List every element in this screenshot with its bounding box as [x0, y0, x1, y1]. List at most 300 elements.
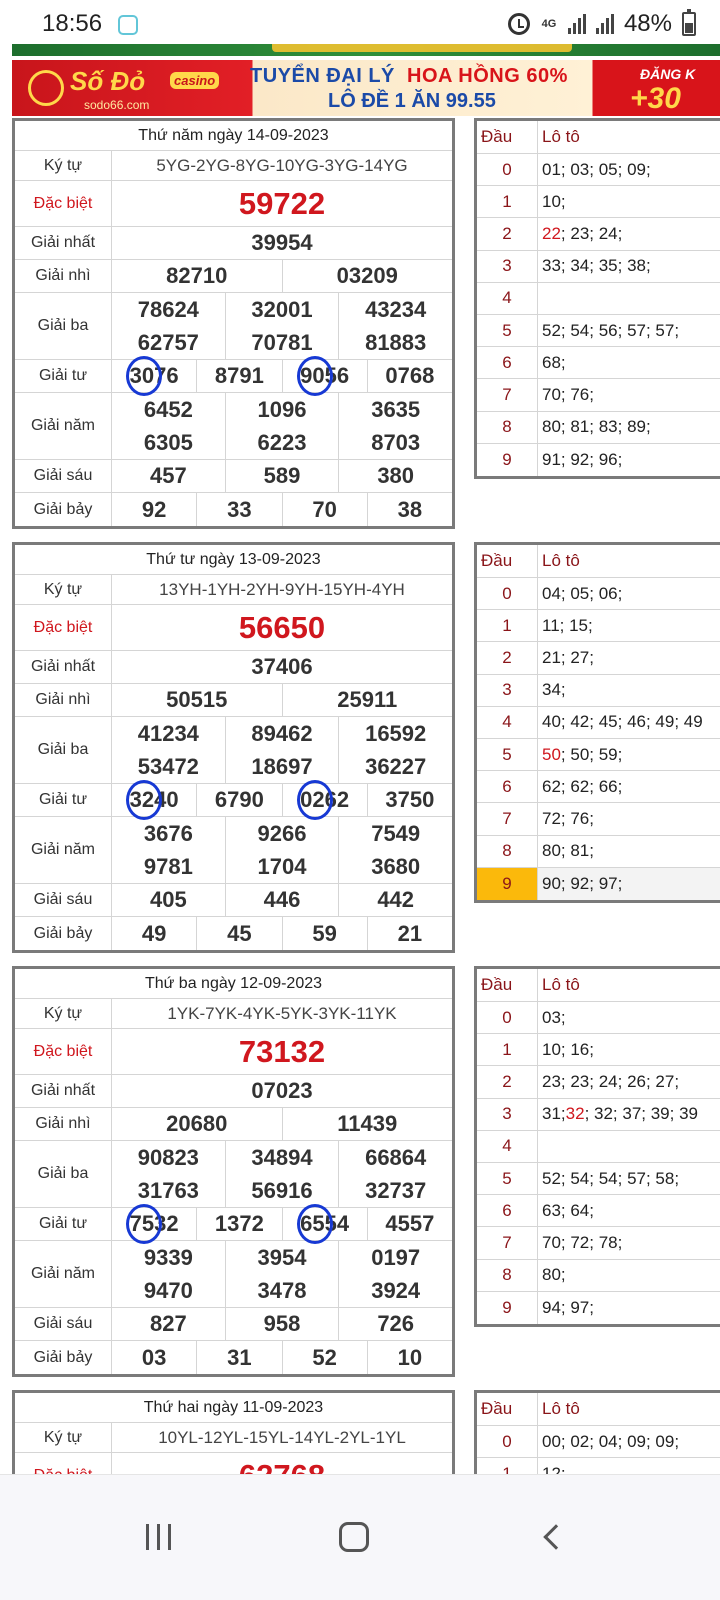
loto-head-digit: 3: [477, 675, 538, 706]
app-notification-icon: [118, 15, 138, 35]
prize-label: Giải nhất: [15, 1075, 112, 1107]
prize-label: Đặc biệt: [15, 1029, 112, 1074]
loto-number-text: 31;: [542, 1104, 566, 1124]
value-row: [112, 493, 452, 526]
dau-header: Đầu: [477, 121, 538, 153]
loto-head-digit: 7: [477, 803, 538, 834]
sixth-prize: 958: [226, 1308, 340, 1340]
value-row: [112, 326, 452, 359]
loto-number-text: 04; 05; 06;: [542, 583, 623, 603]
value-row: [112, 1274, 452, 1307]
loto-table: [474, 118, 720, 479]
fourth-prize: 0262: [283, 784, 368, 816]
prize-values: [112, 227, 452, 259]
prize-row: [15, 460, 452, 493]
value-row: [112, 917, 452, 950]
results-table: [12, 966, 455, 1377]
loto-table: [474, 966, 720, 1327]
prize-row: [15, 684, 452, 717]
logo-icon: [28, 70, 64, 106]
third-prize: 32737: [365, 1177, 427, 1203]
loto-head-digit: 0: [477, 1426, 538, 1457]
top-banner-strip[interactable]: [12, 44, 720, 56]
loto-head-digit: 1: [477, 1034, 538, 1065]
loto-row: [477, 1066, 720, 1098]
loto-head-digit: 5: [477, 1163, 538, 1194]
prize-values: [112, 605, 452, 650]
prize-row: [15, 817, 452, 884]
loto-values: [538, 1426, 720, 1457]
prize-row: [15, 1141, 452, 1208]
prize-values: [112, 884, 452, 916]
second-prize: 11439: [337, 1111, 398, 1136]
ad-logo-badge: casino: [170, 72, 219, 89]
loto-number-text: 91; 92; 96;: [542, 449, 623, 469]
value-row: [112, 817, 452, 850]
loto-row: [477, 803, 720, 835]
loto-head-digit: 2: [477, 1066, 538, 1097]
ad-subline: LÔ ĐỀ 1 ĂN 99.55: [328, 90, 496, 112]
prize-values: [112, 917, 452, 950]
loto-number-text: 34;: [542, 680, 566, 700]
prize-row: [15, 1308, 452, 1341]
prize-values: [112, 1029, 452, 1074]
fifth-prize: 3954: [226, 1241, 340, 1274]
fifth-prize: 3635: [371, 396, 421, 422]
value-row: [112, 750, 452, 783]
draw-code: 1YK-7YK-4YK-5YK-3YK-11YK: [167, 1003, 397, 1023]
prize-values: [112, 181, 452, 226]
loto-head-digit: 1: [477, 186, 538, 217]
loto-head-digit: 7: [477, 1227, 538, 1258]
draw-code: 5YG-2YG-8YG-10YG-3YG-14YG: [156, 155, 408, 175]
prize-values: [112, 1208, 452, 1240]
prize-label: Giải sáu: [15, 884, 112, 916]
loto-values: [538, 1292, 720, 1324]
fifth-prize: 8703: [371, 429, 421, 455]
value-row: [112, 260, 452, 292]
prize-row: [15, 260, 452, 293]
battery-icon: [682, 12, 696, 36]
fifth-prize: 3924: [371, 1277, 421, 1303]
loto-number-text: 52; 54; 56; 57; 57;: [542, 320, 680, 340]
status-time: 18:56: [42, 10, 103, 37]
loto-header-label: Lô tô: [542, 127, 580, 146]
prize-label: Giải bảy: [15, 917, 112, 950]
prize-label: Giải ba: [15, 1141, 112, 1207]
home-button[interactable]: [322, 1505, 386, 1569]
loto-head-digit: 3: [477, 251, 538, 282]
loto-values: [538, 1260, 720, 1291]
value-row: [112, 1108, 452, 1140]
third-prize: 89462: [226, 717, 340, 750]
loto-head-digit: 0: [477, 1002, 538, 1033]
third-prize: 18697: [226, 750, 340, 783]
prize-row: [15, 393, 452, 460]
ad-cta-bottom: +30: [630, 82, 681, 115]
alarm-icon: [508, 13, 530, 35]
third-prize: 56916: [226, 1174, 340, 1207]
loto-values: [538, 836, 720, 867]
prize-values: [112, 1075, 452, 1107]
special-prize: 73132: [238, 1033, 326, 1069]
sixth-prize: 446: [226, 884, 340, 916]
fourth-prize: 3240: [112, 784, 197, 816]
prize-row: [15, 605, 452, 651]
loto-row: [477, 771, 720, 803]
fourth-prize: 6790: [197, 784, 282, 816]
loto-values: [538, 610, 720, 641]
loto-head-digit: 2: [477, 642, 538, 673]
prize-row: [15, 1208, 452, 1241]
loto-head-digit: 8: [477, 836, 538, 867]
seventh-prize: 70: [283, 493, 368, 526]
loto-head-digit: 8: [477, 412, 538, 443]
second-prize: 25911: [337, 687, 398, 712]
draw-code: 10YL-12YL-15YL-14YL-2YL-1YL: [158, 1427, 406, 1447]
ad-register-button[interactable]: [618, 62, 720, 114]
loto-row: [477, 412, 720, 444]
dau-header: Đầu: [477, 545, 538, 577]
fourth-prize: 7532: [112, 1208, 197, 1240]
fifth-prize: 9266: [226, 817, 340, 850]
third-prize: 41234: [112, 717, 226, 750]
fifth-prize: 0197: [371, 1244, 421, 1270]
loto-values: [538, 347, 720, 378]
seventh-prize: 45: [197, 917, 282, 950]
loto-values: [538, 1163, 720, 1194]
loto-row: [477, 836, 720, 868]
loto-head-digit: 5: [477, 739, 538, 770]
loto-number-text: 80; 81;: [542, 841, 594, 861]
prize-values: [112, 151, 452, 180]
prize-label: Giải nhất: [15, 651, 112, 683]
second-prize: 20680: [112, 1108, 283, 1140]
fourth-prize: 0768: [385, 363, 435, 388]
dau-header: Đầu: [477, 1393, 538, 1425]
seventh-prize: 21: [397, 920, 423, 946]
prize-row: [15, 917, 452, 950]
prize-values: [112, 651, 452, 683]
value-row: [112, 1423, 452, 1452]
prize-label: Giải ba: [15, 293, 112, 359]
prize-label: Giải tư: [15, 360, 112, 392]
value-row: [112, 784, 452, 816]
sixth-prize: 589: [226, 460, 340, 492]
prize-label: Đặc biệt: [15, 181, 112, 226]
value-row: [112, 393, 452, 426]
battery-percent: 48%: [623, 10, 672, 37]
fifth-prize: 7549: [371, 820, 421, 846]
fifth-prize: 6223: [226, 426, 340, 459]
loto-row: [477, 642, 720, 674]
loto-number-text: 70; 76;: [542, 384, 594, 404]
loto-values: [538, 412, 720, 443]
loto-row: [477, 1292, 720, 1324]
sixth-prize: 442: [377, 887, 415, 912]
value-row: [112, 460, 452, 492]
value-row: [112, 1341, 452, 1374]
prize-label: Giải tư: [15, 1208, 112, 1240]
loto-row: [477, 218, 720, 250]
prize-label: Giải ba: [15, 717, 112, 783]
loto-row: [477, 315, 720, 347]
loto-values: [538, 1227, 720, 1258]
loto-number-text: ; 32; 37; 39; 39: [584, 1104, 698, 1124]
prize-row: [15, 151, 452, 181]
loto-row: [477, 675, 720, 707]
sixth-prize: 405: [112, 884, 226, 916]
prize-values: [112, 1423, 452, 1452]
loto-row: [477, 578, 720, 610]
loto-head-digit: 3: [477, 1099, 538, 1130]
ad-banner[interactable]: [12, 60, 720, 116]
prize-values: [112, 293, 452, 359]
status-icons: [508, 10, 696, 38]
prize-row: [15, 1241, 452, 1308]
prize-row: [15, 360, 452, 393]
loto-number-text: 52; 54; 54; 57; 58;: [542, 1168, 680, 1188]
prize-values: [112, 1341, 452, 1374]
value-row: [112, 1029, 452, 1074]
value-row: [112, 684, 452, 716]
prize-values: [112, 1108, 452, 1140]
value-row: [112, 575, 452, 604]
sixth-prize: 457: [112, 460, 226, 492]
recent-apps-button[interactable]: [126, 1505, 190, 1569]
status-bar: [0, 0, 720, 48]
back-button[interactable]: [520, 1505, 584, 1569]
loto-values: [538, 707, 720, 738]
loto-values: [538, 251, 720, 282]
prize-row: [15, 575, 452, 605]
loto-number-text: ; 23; 24;: [560, 223, 623, 243]
fourth-prize: 3750: [385, 787, 435, 812]
prize-row: [15, 1341, 452, 1374]
loto-values: [538, 154, 720, 185]
loto-row: [477, 1099, 720, 1131]
loto-header: [477, 121, 720, 154]
special-prize: 59722: [238, 185, 326, 221]
loto-values: [538, 283, 720, 314]
fifth-prize: 9339: [112, 1241, 226, 1274]
loto-table: [474, 542, 720, 903]
sixth-prize: 726: [377, 1311, 415, 1336]
loto-special-number: 22: [542, 223, 561, 243]
sixth-prize: 380: [377, 463, 415, 488]
third-prize: 81883: [365, 329, 427, 355]
prize-label: Giải năm: [15, 817, 112, 883]
prize-row: [15, 1029, 452, 1075]
third-prize: 66864: [365, 1144, 427, 1170]
loto-number-text: 94; 97;: [542, 1297, 594, 1317]
loto-row: [477, 739, 720, 771]
special-prize: 56650: [238, 609, 326, 645]
seventh-prize: 10: [397, 1344, 423, 1370]
first-prize: 39954: [251, 230, 313, 255]
prize-label: Ký tự: [15, 999, 112, 1028]
third-prize: 53472: [112, 750, 226, 783]
value-row: [112, 884, 452, 916]
draw-date: Thứ tư ngày 13-09-2023: [15, 545, 452, 575]
loto-number-text: 11; 15;: [542, 615, 593, 635]
loto-row: [477, 1034, 720, 1066]
third-prize: 70781: [226, 326, 340, 359]
loto-number-text: 80;: [542, 1265, 566, 1285]
loto-head-digit: 2: [477, 218, 538, 249]
prize-values: [112, 1308, 452, 1340]
loto-number-text: 00; 02; 04; 09; 09;: [542, 1431, 680, 1451]
loto-head-digit: 6: [477, 771, 538, 802]
third-prize: 16592: [365, 720, 427, 746]
prize-row: [15, 651, 452, 684]
loto-number-text: 68;: [542, 352, 566, 372]
back-icon: [543, 1524, 568, 1549]
loto-number-text: ; 50; 59;: [560, 744, 623, 764]
value-row: [112, 360, 452, 392]
fifth-prize: 6305: [112, 426, 226, 459]
seventh-prize: 03: [112, 1341, 197, 1374]
loto-row: [477, 283, 720, 315]
seventh-prize: 59: [283, 917, 368, 950]
fourth-prize: 3076: [112, 360, 197, 392]
value-row: [112, 227, 452, 259]
seventh-prize: 33: [197, 493, 282, 526]
seventh-prize: 38: [397, 496, 423, 522]
prize-label: Giải năm: [15, 393, 112, 459]
loto-header: [477, 1393, 720, 1426]
loto-header-label: Lô tô: [542, 1399, 580, 1418]
second-prize: 82710: [112, 260, 283, 292]
loto-values: [538, 444, 720, 476]
fifth-prize: 1704: [226, 850, 340, 883]
ad-cta-top: ĐĂNG K: [640, 66, 696, 82]
ad-headline: TUYỂN ĐẠI LÝ HOA HỒNG 60%: [250, 65, 568, 87]
third-prize: 31763: [112, 1174, 226, 1207]
prize-values: [112, 1141, 452, 1207]
draw-date: Thứ năm ngày 14-09-2023: [15, 121, 452, 151]
prize-row: [15, 1075, 452, 1108]
loto-number-text: 10; 16;: [542, 1039, 594, 1059]
loto-head-digit: 9: [477, 868, 538, 900]
loto-row: [477, 251, 720, 283]
prize-label: Ký tự: [15, 151, 112, 180]
loto-number-text: 72; 76;: [542, 808, 594, 828]
loto-row: [477, 610, 720, 642]
fifth-prize: 3680: [371, 853, 421, 879]
loto-row: [477, 1002, 720, 1034]
loto-values: [538, 1002, 720, 1033]
loto-number-text: 90; 92; 97;: [542, 873, 623, 893]
value-row: [112, 181, 452, 226]
loto-number-text: 63; 64;: [542, 1200, 594, 1220]
prize-row: [15, 784, 452, 817]
loto-row: [477, 1163, 720, 1195]
seventh-prize: 52: [283, 1341, 368, 1374]
loto-values: [538, 642, 720, 673]
prize-values: [112, 260, 452, 292]
signal-icon: [596, 14, 614, 34]
prize-values: [112, 817, 452, 883]
prize-row: [15, 293, 452, 360]
value-row: [112, 1174, 452, 1207]
prize-row: [15, 1108, 452, 1141]
prize-values: [112, 393, 452, 459]
home-icon: [339, 1522, 369, 1552]
prize-row: [15, 227, 452, 260]
sixth-prize: 827: [112, 1308, 226, 1340]
value-row: [112, 651, 452, 683]
loto-values: [538, 803, 720, 834]
loto-values: [538, 186, 720, 217]
third-prize: 62757: [112, 326, 226, 359]
seventh-prize: 92: [112, 493, 197, 526]
loto-row: [477, 1131, 720, 1163]
prize-values: [112, 717, 452, 783]
value-row: [112, 1308, 452, 1340]
prize-values: [112, 493, 452, 526]
results-table: [12, 542, 455, 953]
seventh-prize: 31: [197, 1341, 282, 1374]
loto-head-digit: 8: [477, 1260, 538, 1291]
prize-label: Giải bảy: [15, 493, 112, 526]
loto-row: [477, 186, 720, 218]
fifth-prize: 3676: [112, 817, 226, 850]
second-prize: 03209: [336, 263, 398, 288]
recent-apps-icon: [146, 1524, 171, 1550]
loto-number-text: 21; 27;: [542, 647, 594, 667]
third-prize: 78624: [112, 293, 226, 326]
draw-date: Thứ ba ngày 12-09-2023: [15, 969, 452, 999]
prize-row: [15, 181, 452, 227]
navigation-bar: [0, 1474, 720, 1600]
prize-label: Ký tự: [15, 575, 112, 604]
second-prize: 50515: [112, 684, 283, 716]
loto-number-text: 80; 81; 83; 89;: [542, 417, 651, 437]
loto-number-text: 70; 72; 78;: [542, 1232, 623, 1252]
value-row: [112, 1141, 452, 1174]
loto-row: [477, 379, 720, 411]
third-prize: 34894: [226, 1141, 340, 1174]
fifth-prize: 9781: [112, 850, 226, 883]
value-row: [112, 426, 452, 459]
loto-header-label: Lô tô: [542, 551, 580, 570]
loto-values: [538, 1066, 720, 1097]
value-row: [112, 293, 452, 326]
loto-head-digit: 0: [477, 154, 538, 185]
signal-icon: [568, 14, 586, 34]
fourth-prize: 4557: [385, 1211, 435, 1236]
value-row: [112, 605, 452, 650]
third-prize: 36227: [365, 753, 427, 779]
fifth-prize: 9470: [112, 1274, 226, 1307]
prize-values: [112, 684, 452, 716]
loto-values: [538, 675, 720, 706]
loto-row: [477, 1227, 720, 1259]
loto-values: [538, 1099, 720, 1130]
prize-label: Giải nhì: [15, 684, 112, 716]
loto-number-text: 03;: [542, 1007, 566, 1027]
prize-label: Giải nhất: [15, 227, 112, 259]
value-row: [112, 1241, 452, 1274]
prize-label: Ký tự: [15, 1423, 112, 1452]
ad-logo: [24, 64, 246, 112]
loto-head-digit: 6: [477, 347, 538, 378]
prize-label: Giải bảy: [15, 1341, 112, 1374]
loto-row: [477, 707, 720, 739]
loto-number-text: 23; 23; 24; 26; 27;: [542, 1071, 680, 1091]
prize-row: [15, 884, 452, 917]
